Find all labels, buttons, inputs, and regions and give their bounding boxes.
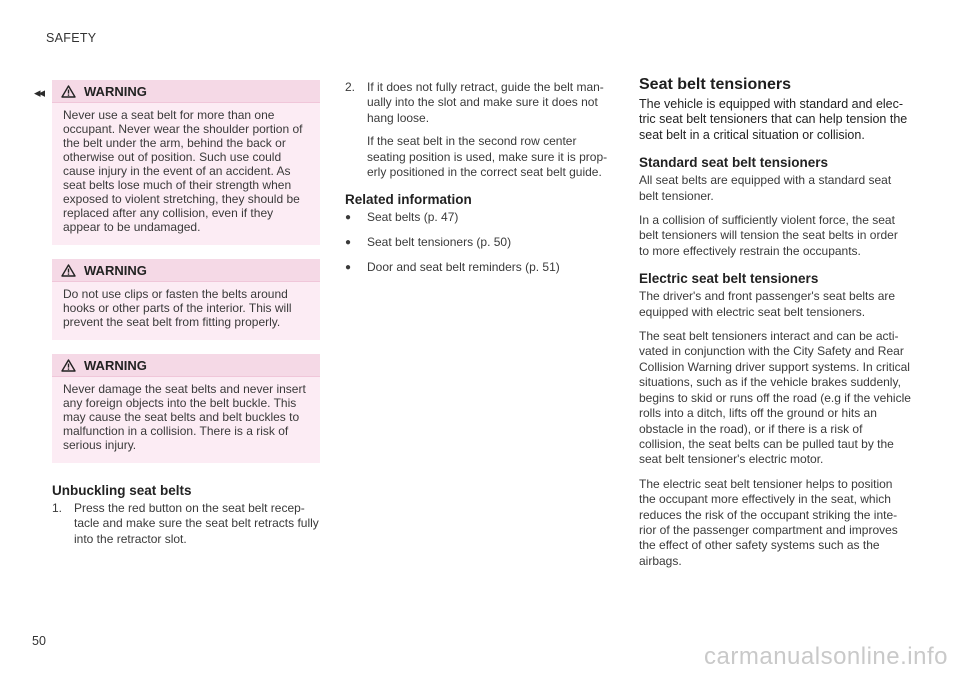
warning-header <box>52 259 320 281</box>
related-link[interactable] <box>345 260 613 275</box>
tensioners-intro: The vehicle is equipped with standard and elec-tric seat belt tensioners that can help tension the seat belt in a critical situation or collision. <box>639 97 908 142</box>
related-link[interactable] <box>345 210 613 225</box>
paragraph: The electric seat belt tensioner helps to position the occupant more effectively in the seat, which reduces the risk of the occupant striking the inte-rior of the passenger compartment and improves the effect of other safety systems such as the airbags. <box>639 476 898 568</box>
paragraph: The seat belt tensioners interact and can be acti-vated in conjunction with the City Safety and Rear Collision Warning driver support systems. In critical situations, such as if the vehicle brakes suddenly, begins to skid or runs off the road (e.g if the vehicle rolls into a ditch, lifts off the ground or hits an obstacle in the road), or if there is a risk of collision, the seat belts can be pulled taut by the seat belt tensioner's electric motor. <box>639 329 911 467</box>
bullet-icon: ● <box>345 212 352 224</box>
warning-text: Do not use clips or fasten the belts around hooks or other parts of the interior. This will prevent the seat belt from fitting properly. <box>52 281 320 340</box>
standard-tensioners-heading: Standard seat belt tensioners <box>639 155 829 171</box>
step-text: If it does not fully retract, guide the belt man-ually into the slot and make sure it does not hang loose. <box>367 80 604 125</box>
column-middle <box>345 80 613 285</box>
warning-label: WARNING <box>84 83 147 99</box>
warning-label: WARNING <box>84 357 147 373</box>
step-number: 2. <box>345 80 356 94</box>
step-item <box>52 501 320 547</box>
warning-header <box>52 354 320 376</box>
warning-box <box>52 259 320 340</box>
warning-text: Never damage the seat belts and never insert any foreign objects into the belt buckle. This may cause the seat belts and belt buckles to malfunction in a collision. There is a risk of serious injury. <box>52 376 320 463</box>
related-link-text: Seat belts (p. 47) <box>367 210 459 225</box>
related-info-list <box>345 210 613 275</box>
warning-text: Never use a seat belt for more than one occupant. Never wear the shoulder portion of the belt under the arm, behind the back or otherwise out of position. Such use could cause injury in the event of an accident. As seat belts lose much of their strength when exposed to violent stretching, they should be replaced after any collision, even if they appear to be undamaged. <box>52 102 320 245</box>
related-link[interactable] <box>345 235 613 250</box>
warning-triangle-icon <box>61 264 76 277</box>
watermark: carmanualsonline.info <box>704 643 948 670</box>
step-note: If the seat belt in the second row center seating position is used, make sure it is prop-erly positioned in the correct seat belt guide. <box>367 134 608 180</box>
paragraph: In a collision of sufficiently violent force, the seat belt tensioners will tension the seat belts in order to more effectively restrain the occupants. <box>639 213 898 258</box>
section-title: SAFETY <box>46 31 97 45</box>
step-item <box>345 80 613 126</box>
related-info-heading: Related information <box>345 192 472 208</box>
page-number: 50 <box>32 634 46 648</box>
bullet-icon: ● <box>345 262 352 274</box>
step-text: Press the red button on the seat belt recep-tacle and make sure the seat belt retracts fully into the retractor slot. <box>74 501 319 546</box>
unbuckling-heading: Unbuckling seat belts <box>52 483 192 498</box>
bullet-icon: ● <box>345 237 352 249</box>
warning-triangle-icon <box>61 359 76 372</box>
step-number: 1. <box>52 501 63 515</box>
warning-header <box>52 80 320 102</box>
paragraph: All seat belts are equipped with a standard seat belt tensioner. <box>639 173 892 203</box>
previous-page-marker: ◂◂ <box>34 85 44 100</box>
warning-box <box>52 80 320 245</box>
related-link-text: Seat belt tensioners (p. 50) <box>367 235 512 250</box>
warning-triangle-icon <box>61 85 76 98</box>
related-link-text: Door and seat belt reminders (p. 51) <box>367 260 560 275</box>
electric-tensioners-heading: Electric seat belt tensioners <box>639 271 819 287</box>
column-left <box>52 80 320 555</box>
tensioners-heading: Seat belt tensioners <box>639 76 792 93</box>
paragraph: The driver's and front passenger's seat belts are equipped with electric seat belt tensioners. <box>639 289 896 319</box>
warning-label: WARNING <box>84 262 147 278</box>
warning-box <box>52 354 320 463</box>
column-right <box>639 76 911 578</box>
